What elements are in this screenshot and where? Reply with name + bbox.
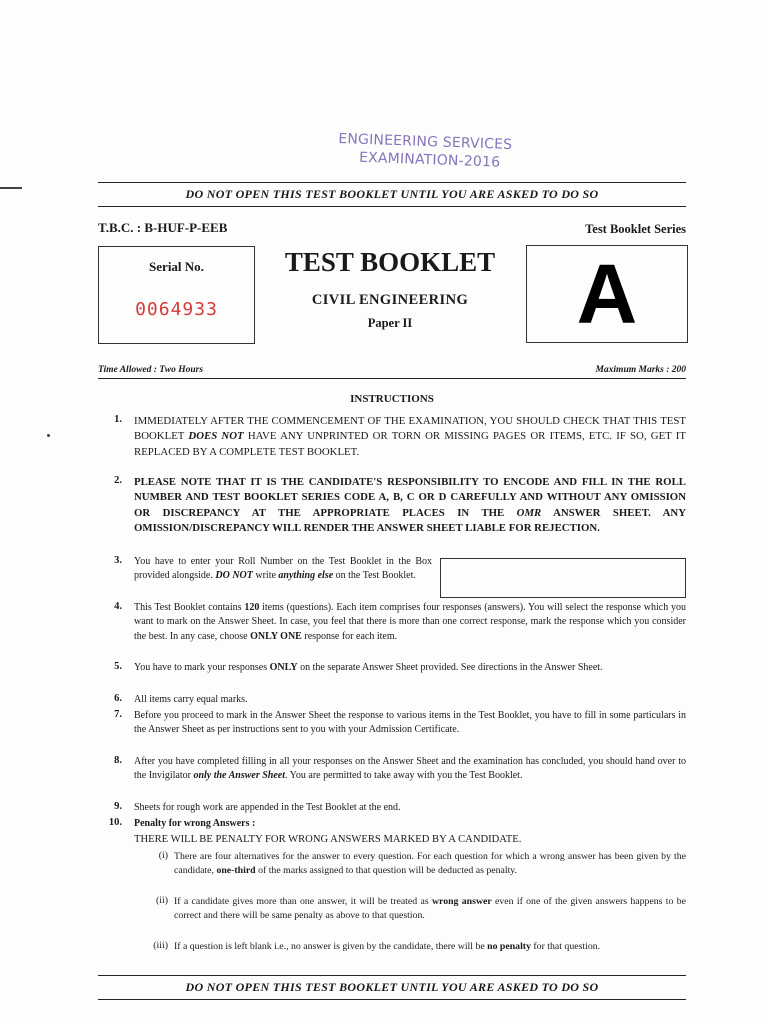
item-text [134, 755, 686, 784]
text-run: ANSWER SHEET. ANY OMISSION/DISCREPANCY WILL RENDER THE ANSWER SHEET LIABLE FOR REJECTION. [134, 506, 686, 535]
text-run: even if one of the given answers happens to be correct and there will be same penalty as above to that question. [174, 896, 686, 922]
emphasis-text: anything else [278, 570, 334, 582]
exam-stamp [329, 130, 520, 173]
subitem-number: (ii) [156, 895, 168, 906]
emphasis-text: one-third [216, 865, 256, 877]
text-run: on the Test Booklet. [333, 570, 416, 582]
text-run: This Test Booklet contains [134, 602, 245, 613]
text-run: on the separate Answer Sheet provided. See directions in the Answer Sheet. [297, 662, 603, 673]
text-run: items (questions). Each item comprises four responses (answers). You will select the response which you want to mark on the Answer Sheet. In case, you feel that there is more than one correct response, mark the response which you consider the best. In any case, choose [134, 602, 687, 642]
text-run: for that question. [530, 941, 601, 952]
instructions-heading: INSTRUCTIONS [350, 393, 434, 405]
text-run: You have to mark your responses [134, 662, 270, 673]
item-text [134, 555, 432, 584]
scan-margin-mark [0, 187, 22, 189]
emphasis-text: DO NOT [215, 570, 253, 582]
text-run: You have to enter your Roll Number on the Test Booklet in the Box provided alongside. [134, 556, 432, 582]
text-run: . You are permitted to take away with you the Test Booklet. [285, 770, 523, 782]
paper-label: Paper II [367, 316, 413, 330]
serial-number: 0064933 [135, 299, 218, 320]
text-run: There are four alternatives for the answer to every question. For each question for which a wrong answer has been given by the candidate, [174, 851, 686, 877]
item-text: Sheets for rough work are appended in the Test Booklet at the end. [134, 802, 401, 813]
penalty-statement: THERE WILL BE PENALTY FOR WRONG ANSWERS MARKED BY A CANDIDATE. [134, 834, 522, 845]
item-text [134, 475, 686, 537]
subitem-number: (i) [158, 850, 168, 861]
stamp-line-2: EXAMINATION-2016 [358, 149, 501, 171]
penalty-heading [134, 817, 686, 831]
emphasis-text: no penalty [487, 941, 531, 952]
maximum-marks: Maximum Marks : 200 [595, 365, 686, 375]
tbc-code: T.B.C. : B-HUF-P-EEB [98, 220, 228, 235]
emphasis-text: 120 [244, 602, 260, 613]
text-run: PLEASE NOTE THAT IT IS THE CANDIDATE'S RESPONSIBILITY TO ENCODE AND FILL IN THE ROLL NUMBER AND TEST BOOKLET SERIES CODE A, B, C OR D CAREFULLY AND WITHOUT ANY OMISSION OR DISCREPANCY AT THE APPROPRIATE PLACES IN THE [134, 476, 686, 519]
text-run: After you have completed filling in all your responses on the Answer Sheet and the examination has concluded, you should hand over to the Invigilator [134, 756, 686, 782]
serial-label: Serial No. [149, 259, 204, 274]
item-text [134, 414, 686, 460]
item-text: All items carry equal marks. [134, 694, 248, 705]
emphasis-text: OMR [516, 506, 542, 519]
text-run: of the marks assigned to that question will be deducted as penalty. [255, 865, 518, 877]
bottom-warning-banner: DO NOT OPEN THIS TEST BOOKLET UNTIL YOU ARE ASKED TO DO SO [185, 980, 599, 994]
bottom-rule-2 [98, 999, 686, 1000]
emphasis-text: wrong answer [431, 896, 492, 907]
header-rule [98, 378, 686, 379]
emphasis-text: ONLY ONE [250, 630, 302, 642]
item-text [134, 661, 686, 675]
bottom-rule [98, 975, 686, 976]
item-number: 6. [114, 693, 122, 704]
item-number: 4. [114, 601, 122, 612]
item-number: 5. [114, 661, 122, 672]
time-allowed: Time Allowed : Two Hours [98, 365, 204, 375]
text-run: If a question is left blank i.e., no answer is given by the candidate, there will be [174, 941, 488, 952]
text-run: response for each item. [301, 630, 398, 642]
emphasis-text: only the Answer Sheet [193, 770, 286, 782]
top-rule-2 [98, 206, 686, 207]
emphasis-text: DOES NOT [188, 430, 244, 443]
top-rule [98, 182, 686, 183]
subitem-text [174, 895, 686, 924]
text-run: write [252, 570, 279, 582]
text-run: HAVE ANY UNPRINTED OR TORN OR MISSING PAGES OR ITEMS, ETC. IF SO, GET IT REPLACED BY A COMPLETE TEST BOOKLET. [134, 430, 686, 458]
roll-number-box[interactable] [440, 558, 686, 598]
item-number: 3. [114, 555, 122, 566]
item-number: 2. [114, 475, 122, 486]
series-code-box [526, 245, 688, 343]
serial-number-box [98, 246, 255, 344]
penalty-heading-text: Penalty for wrong Answers : [134, 818, 256, 829]
text-run: IMMEDIATELY AFTER THE COMMENCEMENT OF THE EXAMINATION, YOU SHOULD CHECK THAT THIS TEST BOOKLET [134, 415, 686, 443]
item-number: 1. [114, 414, 122, 425]
item-number: 8. [114, 755, 122, 766]
item-number: 9. [114, 801, 122, 812]
emphasis-text: ONLY [269, 662, 298, 673]
top-warning-banner: DO NOT OPEN THIS TEST BOOKLET UNTIL YOU ARE ASKED TO DO SO [185, 187, 599, 201]
stamp-line-1: ENGINEERING SERVICES [338, 130, 513, 154]
item-text: Before you proceed to mark in the Answer Sheet the response to various items in the Test Booklet, you have to fill in some particulars in the Answer Sheet as per instructions sent to you with your Admission Certificate. [134, 710, 686, 736]
series-letter: A [576, 247, 638, 341]
scan-dot [47, 434, 50, 437]
subitem-number: (iii) [153, 940, 168, 951]
booklet-title: TEST BOOKLET [284, 247, 496, 277]
subitem-text [174, 940, 686, 954]
item-number: 10. [108, 817, 122, 828]
item-number: 7. [114, 709, 122, 720]
subject-title: CIVIL ENGINEERING [311, 292, 469, 308]
test-booklet-series-label: Test Booklet Series [585, 222, 686, 236]
subitem-text [174, 850, 686, 879]
item-text [134, 601, 686, 644]
text-run: If a candidate gives more than one answer, it will be treated as [174, 896, 432, 907]
